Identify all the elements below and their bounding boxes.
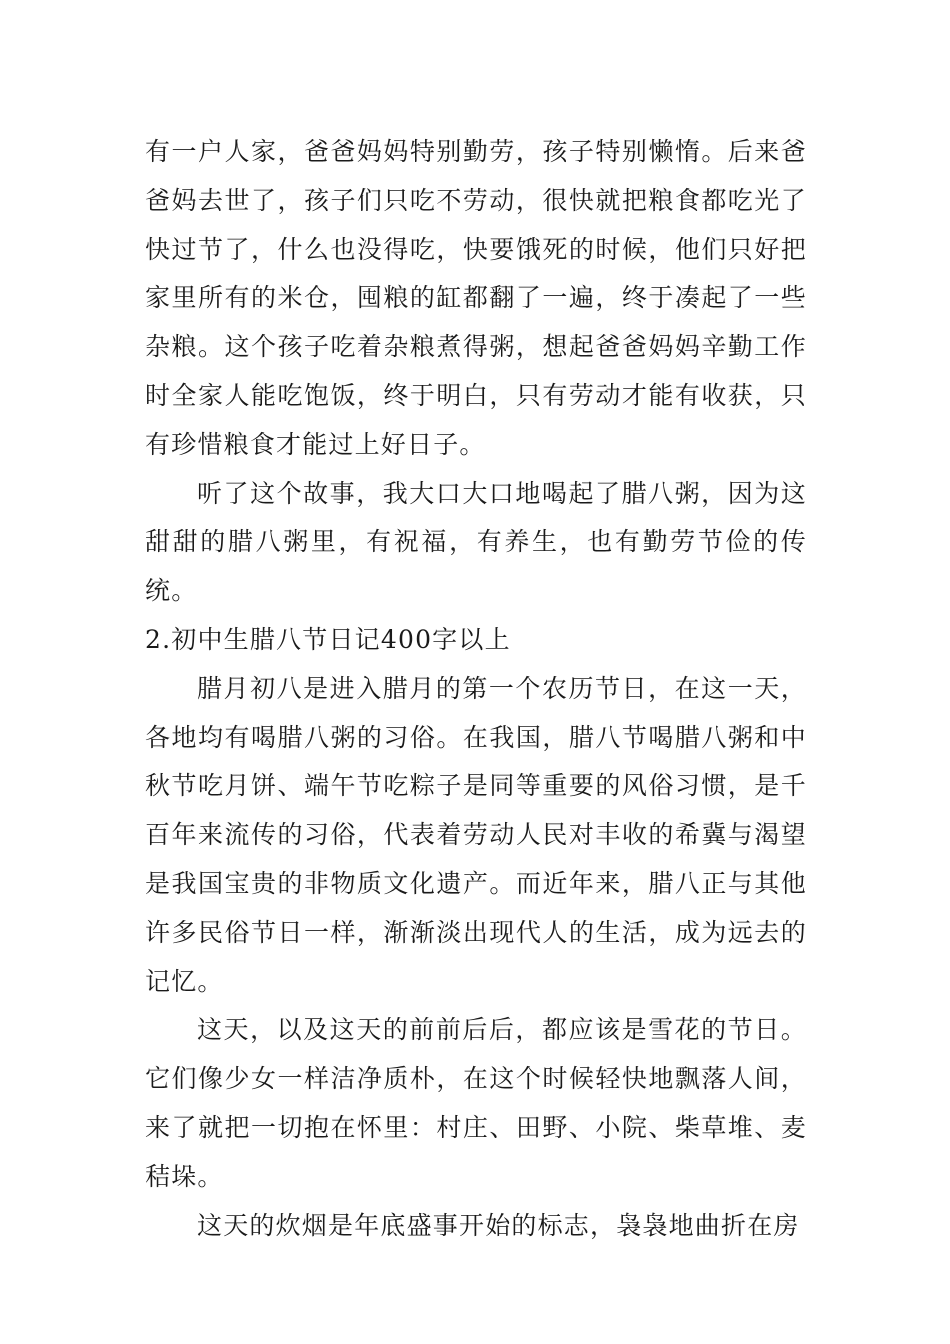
snow-paragraph: 这天，以及这天的前前后后，都应该是雪花的节日。它们像少女一样洁净质朴，在这个时候轻快地飘落人间，来了就把一切抱在怀里：村庄、田野、小院、柴草堆、麦秸垛。 [145, 1015, 807, 1191]
smoke-paragraph: 这天的炊烟是年底盛事开始的标志，袅袅地曲折在房 [197, 1210, 800, 1240]
story-paragraph: 有一户人家，爸爸妈妈特别勤劳，孩子特别懒惰。后来爸爸妈去世了，孩子们只吃不劳动，很快就把粮食都吃光了快过节了，什么也没得吃，快要饿死的时候，他们只好把家里所有的米仓，囤粮的缸都翻了一遍，终于凑起了一些杂粮。这个孩子吃着杂粮煮得粥，想起爸爸妈妈辛勤工作时全家人能吃饱饭，终于明白，只有劳动才能有收获，只有珍惜粮食才能过上好日子。 [145, 137, 807, 459]
conclusion-paragraph: 听了这个故事，我大口大口地喝起了腊八粥，因为这甜甜的腊八粥里，有祝福，有养生，也有勤劳节俭的传统。 [145, 478, 807, 606]
document-body [145, 128, 807, 1250]
section-heading: 2.初中生腊八节日记400字以上 [145, 624, 511, 654]
intro-paragraph: 腊月初八是进入腊月的第一个农历节日，在这一天，各地均有喝腊八粥的习俗。在我国，腊八节喝腊八粥和中秋节吃月饼、端午节吃粽子是同等重要的风俗习惯，是千百年来流传的习俗，代表着劳动人民对丰收的希冀与渴望是我国宝贵的非物质文化遗产。而近年来，腊八正与其他许多民俗节日一样，渐渐淡出现代人的生活，成为远去的记忆。 [145, 673, 807, 996]
